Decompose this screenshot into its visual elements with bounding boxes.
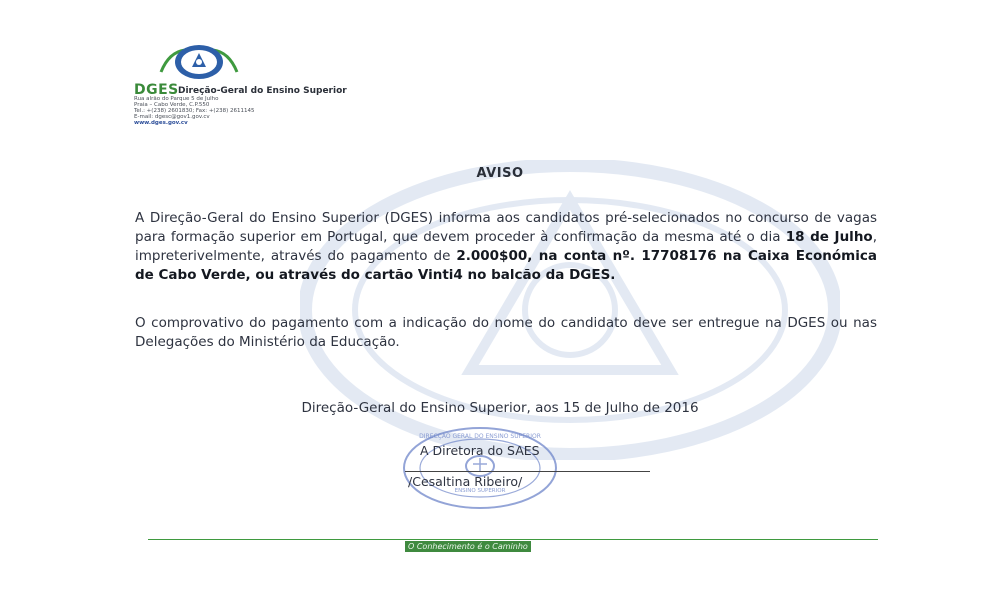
contact-phone-line: Tel.: +(238) 2601830; Fax: +(238) 2611145 [134,108,255,114]
footer-divider [148,539,878,540]
paragraph-text: , impreterivelmente, através do pagamento de [135,229,877,264]
footer-motto: O Conhecimento é o Caminho [405,541,531,552]
signatory-name: /Cesaltina Ribeiro/ [408,474,523,489]
notice-title: AVISO [476,166,524,181]
contact-email-line: E-mail: dgesc@gov1.gov.cv [134,114,210,120]
dges-logo-icon [155,42,243,82]
svg-text:ENSINO SUPERIOR: ENSINO SUPERIOR [454,488,506,494]
closing-line: Direção-Geral do Ensino Superior, aos 15 de Julho de 2016 [301,400,699,416]
notice-paragraph-2: O comprovativo do pagamento com a indicação do nome do candidato deve ser entregue na DGES ou nas Delegações do Ministério da Educação. [135,315,877,350]
paragraph-text: A Direção-Geral do Ensino Superior (DGES) informa aos candidatos pré-selecionados no concurso de vagas para formação superior em Portugal, que devem proceder à confirmação da mesma até o dia [135,210,877,245]
org-name: Direção-Geral do Ensino Superior [178,86,347,96]
notice-paragraph-1 [135,209,877,285]
address-line: Rua alrão do Parque 5 de Julho [134,96,219,102]
signatory-title: A Diretora do SAES [420,443,540,458]
official-stamp-icon [401,426,559,510]
website-link[interactable]: www.dges.gov.cv [134,120,188,126]
address-line: Praia – Cabo Verde, C.P.550 [134,102,210,108]
svg-text:DIRECÇÃO GERAL DO ENSINO SUPER: DIRECÇÃO GERAL DO ENSINO SUPERIOR [419,433,541,440]
signature-line [405,471,650,472]
payment-details: 2.000$00, na conta nº. 17708176 na Caixa Económica de Cabo Verde, ou através do cartão Vinti4 no balcão da DGES. [135,248,877,283]
org-abbreviation: DGES [134,82,179,98]
deadline-date: 18 de Julho [785,229,873,245]
